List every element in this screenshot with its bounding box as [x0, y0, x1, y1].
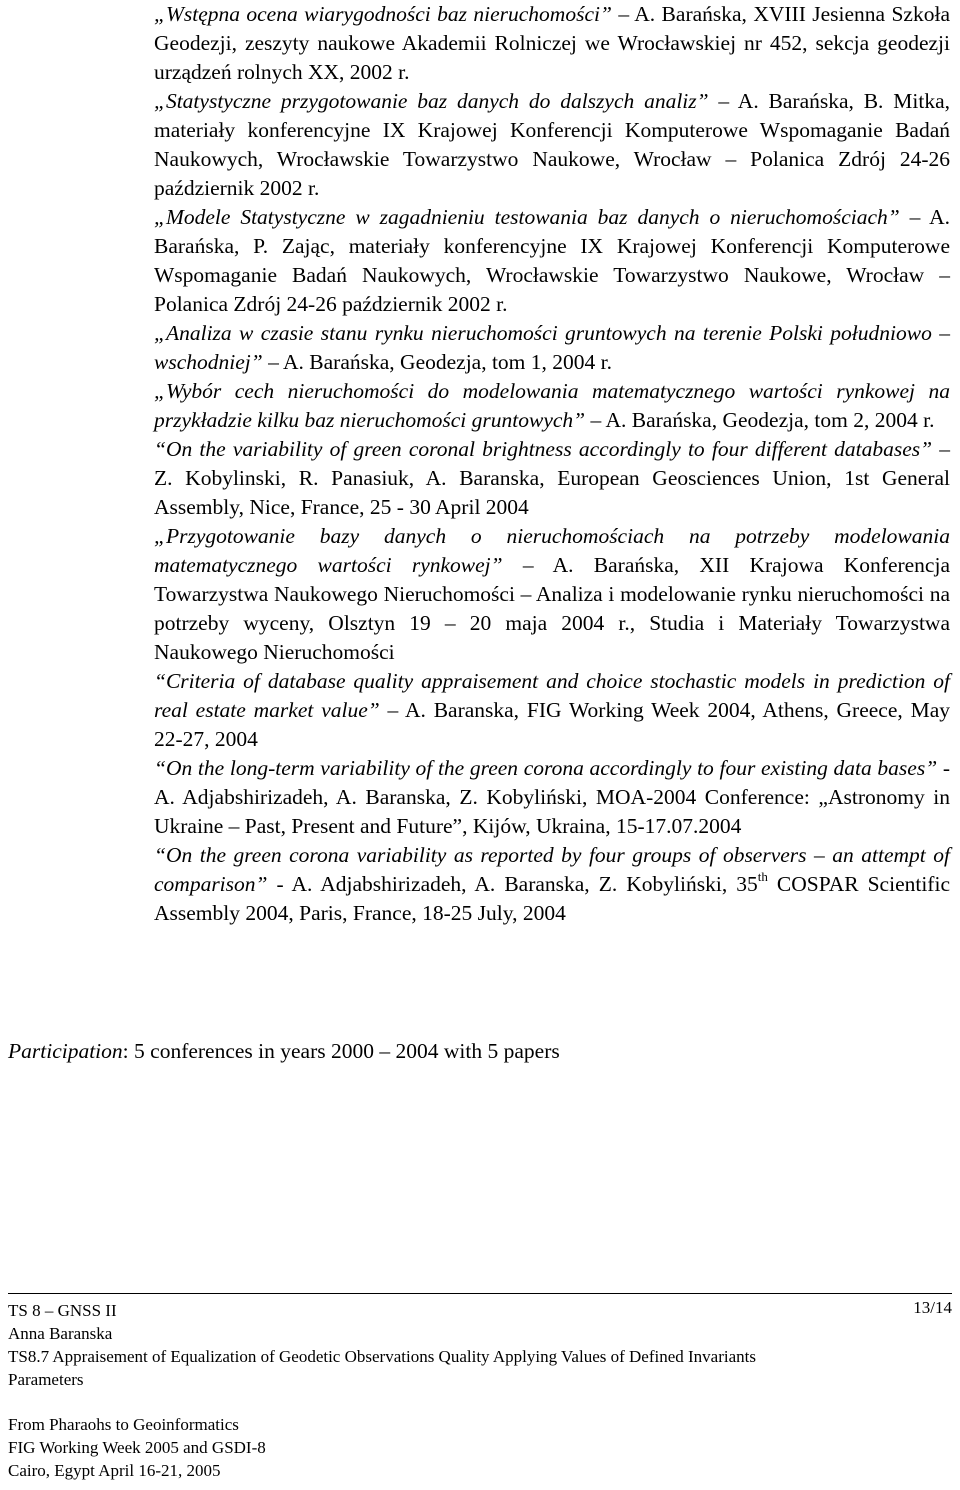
- footer-session: TS 8 – GNSS II: [8, 1301, 117, 1320]
- reference-title: “Criteria of database quality appraisement and choice stochastic models in prediction of real estate market value”: [154, 669, 950, 722]
- reference-title: „Analiza w czasie stanu rynku nieruchomości gruntowych na terenie Polski południowo – wschodniej”: [154, 321, 950, 374]
- footer-event-line3: Cairo, Egypt April 16-21, 2005: [8, 1461, 221, 1480]
- footer-paper-title: TS8.7 Appraisement of Equalization of Geodetic Observations Quality Applying Values of Defined Invariants: [8, 1347, 756, 1366]
- reference-details: – A. Barańska, Geodezja, tom 1, 2004 r.: [262, 350, 613, 374]
- footer-event-line1: From Pharaohs to Geoinformatics: [8, 1415, 239, 1434]
- reference-details: – A. Barańska, B. Mitka, materiały konferencyjne IX Krajowej Konferencji Komputerowe Wspomaganie Badań Naukowych, Wrocławskie Towarzystwo Naukowe, Wrocław – Polanica Zdrój 24-26 październik 2002 r.: [154, 89, 950, 200]
- reference-details: - A. Adjabshirizadeh, A. Baranska, Z. Kobyliński, 35: [267, 872, 758, 896]
- reference-item: [154, 203, 950, 319]
- reference-details: – A. Barańska, P. Zając, materiały konferencyjne IX Krajowej Konferencji Komputerowe Wspomaganie Badań Naukowych, Wrocławskie Towarzystwo Naukowe, Wrocław – Polanica Zdrój 24-26 październik 2002 r.: [154, 205, 951, 316]
- reference-title: „Modele Statystyczne w zagadnieniu testowania baz danych o nieruchomościach”: [154, 205, 900, 229]
- reference-title: „Statystyczne przygotowanie baz danych do dalszych analiz”: [154, 89, 709, 113]
- reference-title: “On the variability of green coronal brightness accordingly to four different databases”: [154, 437, 933, 461]
- page-number: 13/14: [913, 1298, 952, 1317]
- reference-item: [154, 667, 950, 754]
- reference-details: – A. Barańska, Geodezja, tom 2, 2004 r.: [585, 408, 935, 432]
- ordinal-superscript: th: [757, 869, 768, 884]
- reference-item: [154, 319, 950, 377]
- page-footer: [8, 1293, 952, 1482]
- reference-item: [154, 754, 950, 841]
- participation-summary: [8, 1037, 560, 1066]
- reference-title: „Wybór cech nieruchomości do modelowania matematycznego wartości rynkowej na przykładzie kilku baz nieruchomości gruntowych”: [154, 379, 950, 432]
- reference-details: – A. Barańska, XII Krajowa Konferencja Towarzystwa Naukowego Nieruchomości – Analiza i modelowanie rynku nieruchomości na potrzeby wyceny, Olsztyn 19 – 20 maja 2004 r., Studia i Materiały Towarzystwa Naukowego Nieruchomości: [154, 553, 950, 664]
- reference-details-cont: COSPAR Scientific Assembly 2004, Paris, France, 18-25 July, 2004: [154, 872, 950, 925]
- reference-details: – Z. Kobylinski, R. Panasiuk, A. Baranska, European Geosciences Union, 1st General Assembly, Nice, France, 25 - 30 April 2004: [154, 437, 950, 519]
- reference-details: - A. Adjabshirizadeh, A. Baranska, Z. Kobyliński, MOA-2004 Conference: „Astronomy in Ukraine – Past, Present and Future”, Kijów, Ukraina, 15-17.07.2004: [154, 756, 950, 838]
- reference-item: [154, 377, 950, 435]
- reference-list: [154, 0, 950, 928]
- reference-details: – A. Baranska, FIG Working Week 2004, Athens, Greece, May 22-27, 2004: [154, 698, 951, 751]
- participation-text: : 5 conferences in years 2000 – 2004 with 5 papers: [122, 1039, 560, 1063]
- footer-paper-title-cont: Parameters: [8, 1370, 84, 1389]
- reference-title: “On the long-term variability of the green corona accordingly to four existing data bases”: [154, 756, 938, 780]
- reference-item: [154, 522, 950, 667]
- participation-label: Participation: [8, 1039, 123, 1063]
- reference-title: “On the green corona variability as reported by four groups of observers – an attempt of comparison”: [154, 843, 950, 896]
- reference-title: „Przygotowanie bazy danych o nieruchomościach na potrzeby modelowania matematycznego wartości rynkowej”: [154, 524, 950, 577]
- reference-item: [154, 841, 950, 928]
- footer-event-line2: FIG Working Week 2005 and GSDI-8: [8, 1438, 266, 1457]
- footer-author: Anna Baranska: [8, 1324, 113, 1343]
- reference-title: „Wstępna ocena wiarygodności baz nieruchomości”: [154, 2, 612, 26]
- reference-details: – A. Barańska, XVIII Jesienna Szkoła Geodezji, zeszyty naukowe Akademii Rolniczej we Wrocławskiej nr 452, sekcja geodezji urządzeń rolnych XX, 2002 r.: [154, 2, 950, 84]
- reference-item: [154, 87, 950, 203]
- reference-item: [154, 435, 950, 522]
- reference-item: [154, 0, 950, 87]
